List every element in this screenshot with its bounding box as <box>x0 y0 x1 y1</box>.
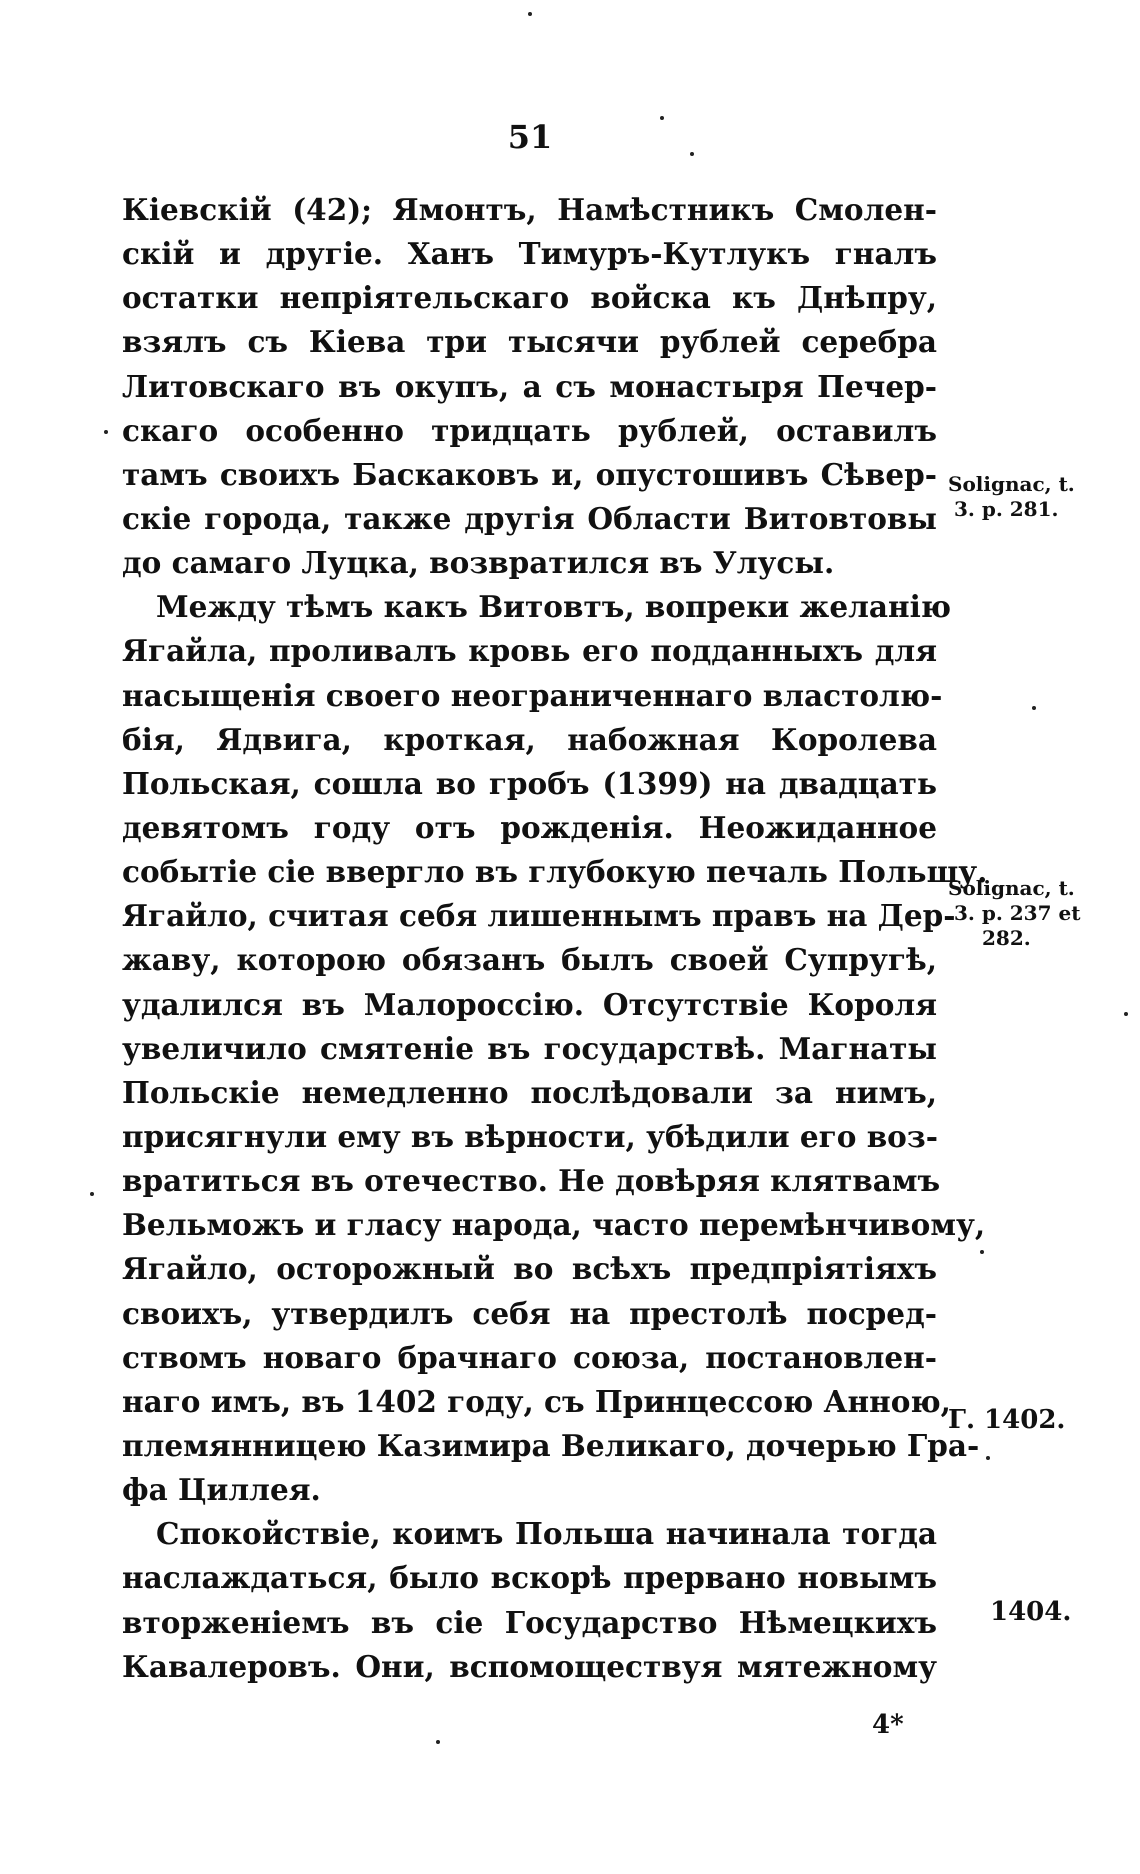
scan-speck <box>528 12 532 16</box>
scan-speck <box>436 1740 440 1744</box>
margin-note-citation-1 <box>948 472 1088 522</box>
text-line: Ягайло, считая себя лишеннымъ правъ на Дер- <box>122 898 956 934</box>
text-line: Вельможъ и гласу народа, часто перемѣнчивому, <box>122 1207 986 1243</box>
margin-note-year-1402: Г. 1402. <box>948 1405 1066 1435</box>
text-line: Польскіе немедленно послѣдовали за нимъ, <box>122 1074 937 1110</box>
scan-speck <box>986 1456 990 1460</box>
text-line: вратиться въ отечество. Не довѣряя клятвамъ <box>122 1163 941 1199</box>
text-line: присягнули ему въ вѣрности, убѣдили его воз- <box>122 1118 938 1154</box>
printer-signature-mark: 4* <box>872 1710 904 1740</box>
text-line: Кавалеровъ. Они, вспомоществуя мятежному <box>122 1648 937 1684</box>
text-line: бія, Ядвига, кроткая, набожная Королева <box>122 721 937 757</box>
text-line: фа Циллея. <box>122 1472 321 1508</box>
scan-speck <box>690 152 694 156</box>
text-line: тамъ своихъ Баскаковъ и, опустошивъ Сѣвер- <box>122 456 937 492</box>
text-line: Спокойствіе, коимъ Польша начинала тогда <box>156 1516 937 1552</box>
text-line: ствомъ новаго брачнаго союза, постановлен- <box>122 1339 937 1375</box>
text-line: взялъ съ Кіева три тысячи рублей серебра <box>122 324 937 360</box>
text-line: наслаждаться, было вскорѣ прервано новымъ <box>122 1560 937 1596</box>
text-line: наго имъ, въ 1402 году, съ Принцессою Анною, <box>122 1383 951 1419</box>
text-line: скіе города, также другія Области Витовтовы <box>122 500 937 536</box>
text-line: событіе сіе ввергло въ глубокую печаль Польшу. <box>122 854 988 890</box>
text-line: племянницею Казимира Великаго, дочерью Гра- <box>122 1427 980 1463</box>
scan-speck <box>1032 706 1036 710</box>
text-line: насыщенія своего неограниченнаго властолю- <box>122 677 943 713</box>
text-line: Литовскаго въ окупъ, а съ монастыря Печер- <box>122 368 937 404</box>
scan-speck <box>90 1192 94 1196</box>
margin-note-line: 3. p. 237 et <box>954 901 1081 925</box>
text-line: Ягайла, проливалъ кровь его подданныхъ для <box>122 633 937 669</box>
text-line: Кіевскій (42); Ямонтъ, Намѣстникъ Смолен- <box>122 192 937 227</box>
text-line: Между тѣмъ какъ Витовтъ, вопреки желанію <box>156 589 952 625</box>
scan-speck <box>980 1250 984 1254</box>
text-line: удалился въ Малороссію. Отсутствіе Короля <box>122 986 937 1022</box>
margin-note-line: Solignac, t. <box>948 472 1075 496</box>
text-line: своихъ, утвердилъ себя на престолѣ посред- <box>122 1295 937 1331</box>
text-line: Польская, сошла во гробъ (1399) на двадцать <box>122 765 937 801</box>
text-line: до самаго Луцка, возвратился въ Улусы. <box>122 545 835 581</box>
scan-speck <box>660 116 664 120</box>
text-line: жаву, которою обязанъ былъ своей Супругѣ, <box>122 942 937 978</box>
page-number: 51 <box>507 118 553 156</box>
margin-note-line: Solignac, t. <box>948 876 1075 900</box>
text-line: скій и другіе. Ханъ Тимуръ-Кутлукъ гналъ <box>122 236 937 272</box>
margin-note-line: 282. <box>982 926 1031 950</box>
margin-note-line: 3. p. 281. <box>954 497 1059 521</box>
text-line: Ягайло, осторожный во всѣхъ предпріятіяхъ <box>122 1251 937 1287</box>
scan-speck <box>104 430 108 434</box>
text-line: девятомъ году отъ рожденія. Неожиданное <box>122 809 937 845</box>
text-line: вторженіемъ въ сіе Государство Нѣмецкихъ <box>122 1604 937 1640</box>
text-line: остатки непріятельскаго войска къ Днѣпру, <box>122 280 937 316</box>
text-line: скаго особенно тридцать рублей, оставилъ <box>122 412 937 448</box>
body-text <box>122 188 988 1689</box>
text-line: увеличило смятеніе въ государствѣ. Магнаты <box>122 1030 937 1066</box>
margin-note-year-1404: 1404. <box>990 1597 1072 1627</box>
scan-speck <box>1124 1012 1128 1016</box>
margin-note-citation-2 <box>948 876 1088 951</box>
